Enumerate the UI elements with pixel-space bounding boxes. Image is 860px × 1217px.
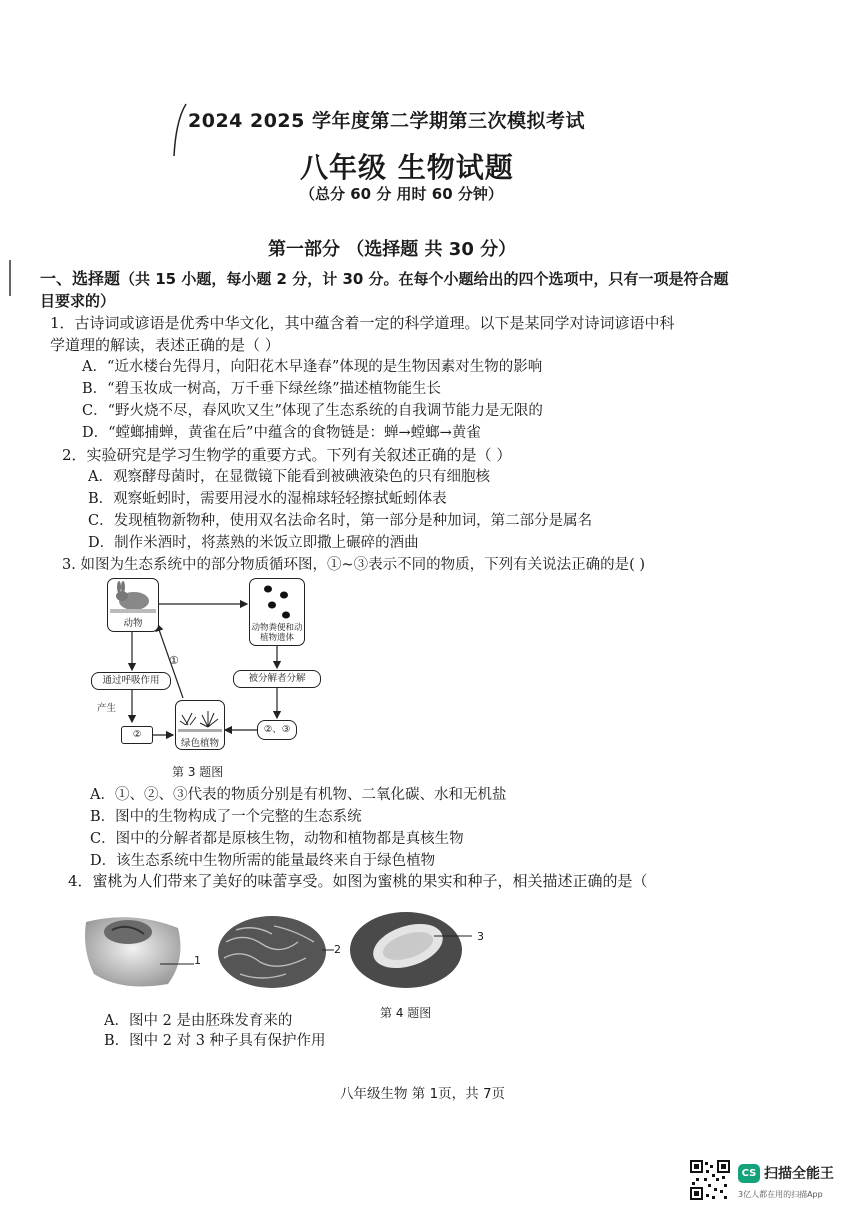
peach-seed-photo [346, 906, 476, 992]
pen-mark-top [168, 100, 188, 160]
substance-23-label: ②、③ [263, 724, 291, 735]
q1-stem-line2: 学道理的解读，表述正确的是（ ） [50, 336, 280, 354]
waste-node [249, 578, 305, 646]
substance-1-label: ① [169, 654, 179, 667]
section-instructions: （共 15 小题，每小题 2 分，计 30 分。在每个小题给出的四个选项中，只有一项是符合题目要求的） [40, 270, 729, 310]
q1-stem-line1: 1．古诗词或谚语是优秀中华文化，其中蕴含着一定的科学道理。以下是某同学对诗词谚语中科 [50, 314, 675, 332]
q4-figure-caption: 第 4 题图 [380, 1006, 432, 1020]
q4-option-a: A．图中 2 是由胚珠发育来的 [104, 1013, 293, 1029]
q4-stem: 4．蜜桃为人们带来了美好的味蕾享受。如图为蜜桃的果实和种子，相关描述正确的是（ [68, 872, 648, 890]
plant-label: 绿色植物 [180, 738, 219, 749]
q2-stem: 2．实验研究是学习生物学的重要方式。下列有关叙述正确的是（ ） [62, 446, 512, 464]
produce-label: 产生 [97, 703, 117, 714]
q1-option-c: C．“野火烧不尽，春风吹又生”体现了生态系统的自我调节能力是无限的 [82, 403, 543, 419]
q3-stem: 3. 如图为生态系统中的部分物质循环图，①~③表示不同的物质，下列有关说法正确的是( ) [62, 557, 646, 573]
fruit-label-1: 1 [194, 954, 201, 967]
droppings-icon [252, 581, 302, 623]
substance-23-node [257, 720, 297, 740]
q3-figure-caption: 第 3 题图 [172, 765, 224, 779]
scanner-slogan: 3亿人都在用的扫描App [738, 1190, 823, 1199]
page-footer: 八年级生物 第 1页，共 7页 [340, 1086, 506, 1102]
decompose-label: 被分解者分解 [248, 673, 306, 684]
seed-label-3: 3 [477, 930, 484, 943]
q3-option-c: C．图中的分解者都是原核生物，动物和植物都是真核生物 [90, 831, 464, 847]
plant-node [175, 700, 225, 750]
substance-2-label: ② [132, 729, 142, 740]
q3-option-b: B．图中的生物构成了一个完整的生态系统 [90, 809, 362, 825]
waste-label: 动物粪便和动植物遗体 [251, 623, 303, 643]
scanner-logo: CS [738, 1164, 760, 1183]
peach-pit-photo [214, 912, 344, 992]
q2-option-a: A．观察酵母菌时，在显微镜下能看到被碘液染色的只有细胞核 [88, 469, 490, 485]
scanner-name: 扫描全能王 [764, 1166, 834, 1182]
peach-fruit-photo [82, 910, 212, 990]
q1-option-a: A．“近水楼台先得月，向阳花木早逢春”体现的是生物因素对生物的影响 [82, 359, 543, 375]
q3-option-a: A．①、②、③代表的物质分别是有机物、二氧化碳、水和无机盐 [90, 787, 507, 803]
part-title: 第一部分 （选择题 共 30 分） [268, 239, 517, 260]
respiration-label: 通过呼吸作用 [102, 675, 160, 686]
score-line: （总分 60 分 用时 60 分钟） [300, 185, 503, 203]
rabbit-icon [110, 581, 156, 615]
subject-title: 八年级 生物试题 [300, 151, 514, 184]
animal-label: 动物 [123, 618, 143, 629]
q1-option-b: B．“碧玉妆成一树高，万千垂下绿丝绦”描述植物能生长 [82, 381, 441, 397]
q1-option-d: D．“螳螂捕蝉，黄雀在后”中蕴含的食物链是：蝉→螳螂→黄雀 [82, 425, 481, 441]
material-cycle-diagram [85, 572, 345, 762]
exam-title: 2024 2025 学年度第二学期第三次模拟考试 [188, 110, 585, 132]
section-lead: 一、选择题 [40, 269, 121, 288]
q2-option-c: C．发现植物新物种，使用双名法命名时，第一部分是种加词，第二部分是属名 [88, 513, 593, 529]
q2-option-b: B．观察蚯蚓时，需要用浸水的湿棉球轻轻擦拭蚯蚓体表 [88, 491, 447, 507]
q3-option-d: D．该生态系统中生物所需的能量最终来自于绿色植物 [90, 853, 436, 869]
q4-option-b: B．图中 2 对 3 种子具有保护作用 [104, 1033, 326, 1049]
section-heading [40, 268, 740, 312]
animal-node [107, 578, 159, 632]
substance-2-node [121, 726, 153, 744]
respiration-node [91, 672, 171, 690]
pit-label-2: 2 [334, 943, 341, 956]
plant-icon [178, 703, 222, 735]
q2-option-d: D．制作米酒时，将蒸熟的米饭立即撒上碾碎的酒曲 [88, 535, 419, 551]
decompose-node [233, 670, 321, 688]
pen-mark-left [4, 258, 14, 298]
qr-code-icon [690, 1160, 730, 1200]
